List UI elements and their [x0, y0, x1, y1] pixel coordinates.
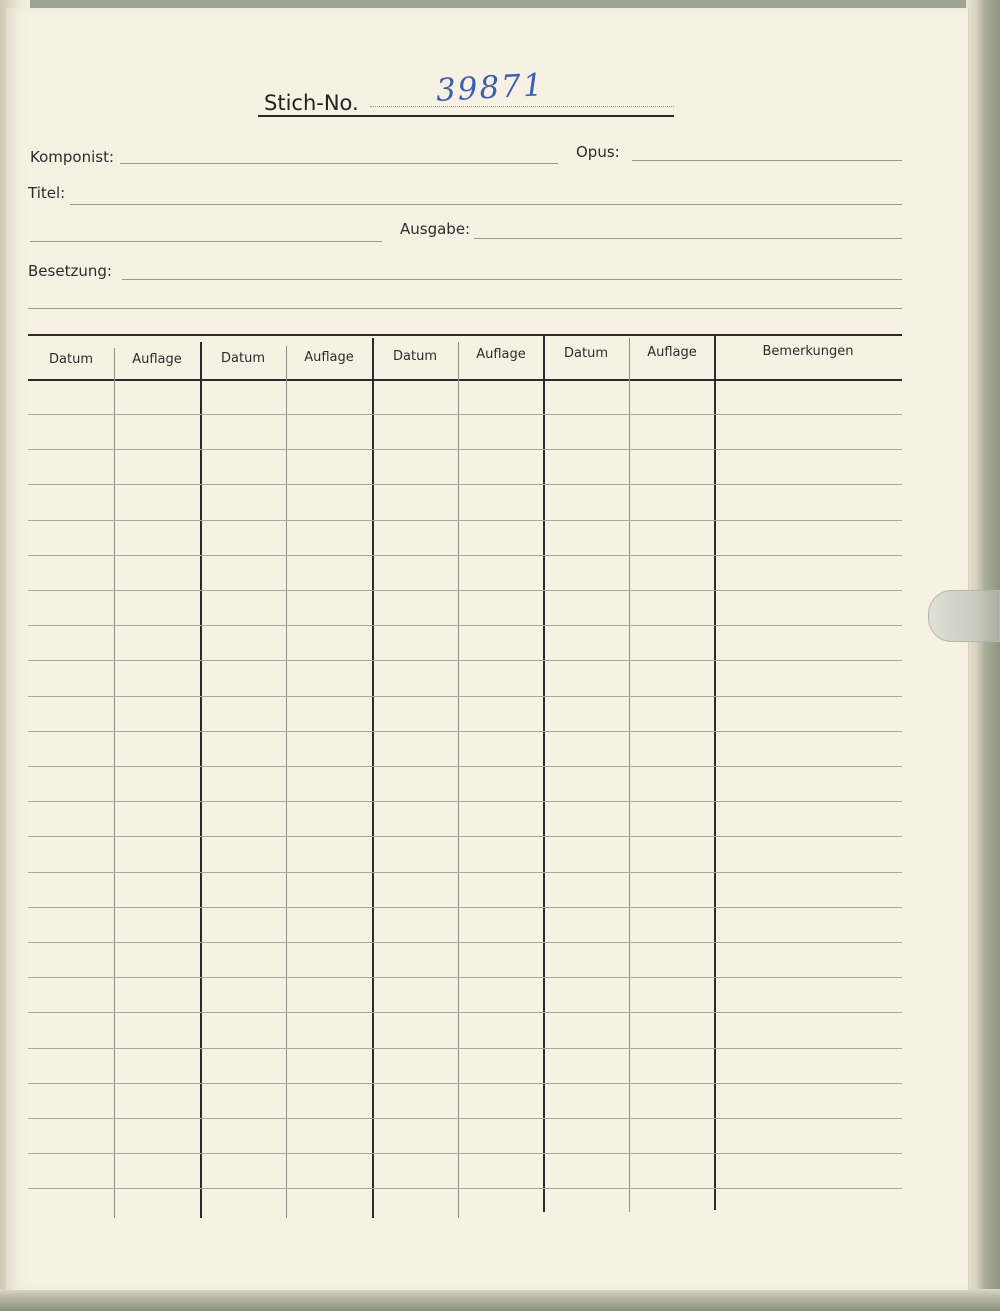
column-divider-group-3 [543, 336, 545, 1212]
besetzung-field[interactable] [122, 279, 902, 280]
besetzung-label: Besetzung: [28, 262, 112, 280]
table-row[interactable] [28, 766, 902, 767]
column-header-datum-1: Datum [49, 352, 93, 367]
titel-field[interactable] [70, 204, 902, 205]
column-divider-group-2 [372, 338, 374, 1218]
table-row[interactable] [28, 1118, 902, 1119]
table-top-border [28, 334, 902, 336]
table-row[interactable] [28, 590, 902, 591]
table-row[interactable] [28, 696, 902, 697]
column-divider-datum-auflage-4 [629, 338, 630, 1212]
column-header-datum-2: Datum [221, 351, 265, 366]
column-divider-datum-auflage-1 [114, 348, 115, 1218]
titel-field-continued[interactable] [30, 241, 382, 242]
table-row[interactable] [28, 1153, 902, 1154]
table-row[interactable] [28, 1188, 902, 1189]
column-divider-group-1 [200, 342, 202, 1218]
opus-label: Opus: [576, 143, 620, 161]
table-row[interactable] [28, 942, 902, 943]
ausgabe-label: Ausgabe: [400, 220, 471, 238]
komponist-field[interactable] [120, 163, 558, 164]
table-row[interactable] [28, 660, 902, 661]
titel-label: Titel: [28, 184, 66, 202]
table-row[interactable] [28, 977, 902, 978]
column-header-datum-3: Datum [393, 349, 437, 364]
table-row[interactable] [28, 731, 902, 732]
table-row[interactable] [28, 907, 902, 908]
table-row[interactable] [28, 484, 902, 485]
table-row[interactable] [28, 836, 902, 837]
table-row[interactable] [28, 1012, 902, 1013]
column-header-datum-4: Datum [564, 346, 608, 361]
column-divider-datum-auflage-2 [286, 346, 287, 1218]
column-divider-datum-auflage-3 [458, 342, 459, 1218]
stich-no-handwritten-value[interactable]: 39871 [435, 67, 546, 109]
column-header-bemerkungen: Bemerkungen [762, 344, 854, 359]
record-card [6, 8, 969, 1290]
stich-no-underline [258, 115, 674, 117]
column-divider-group-4 [714, 334, 716, 1210]
column-header-auflage-4: Auflage [647, 345, 697, 360]
table-row[interactable] [28, 801, 902, 802]
komponist-label: Komponist: [30, 148, 115, 166]
stich-no-field-line [370, 106, 674, 107]
index-tab[interactable] [928, 590, 1000, 642]
table-row[interactable] [28, 1048, 902, 1049]
column-header-auflage-3: Auflage [476, 347, 526, 362]
column-header-auflage-1: Auflage [132, 352, 182, 367]
table-row[interactable] [28, 414, 902, 415]
besetzung-field-continued[interactable] [28, 308, 902, 309]
table-row[interactable] [28, 555, 902, 556]
table-header-bottom-border [28, 379, 902, 381]
table-row[interactable] [28, 449, 902, 450]
ausgabe-field[interactable] [474, 238, 902, 239]
book-cover-bottom [0, 1289, 1000, 1311]
table-row[interactable] [28, 520, 902, 521]
opus-field[interactable] [632, 160, 902, 161]
column-header-auflage-2: Auflage [304, 350, 354, 365]
table-row[interactable] [28, 872, 902, 873]
table-row[interactable] [28, 625, 902, 626]
stich-no-label: Stich-No. [264, 91, 359, 115]
table-row[interactable] [28, 1083, 902, 1084]
page-stack-edge [966, 0, 1000, 1311]
